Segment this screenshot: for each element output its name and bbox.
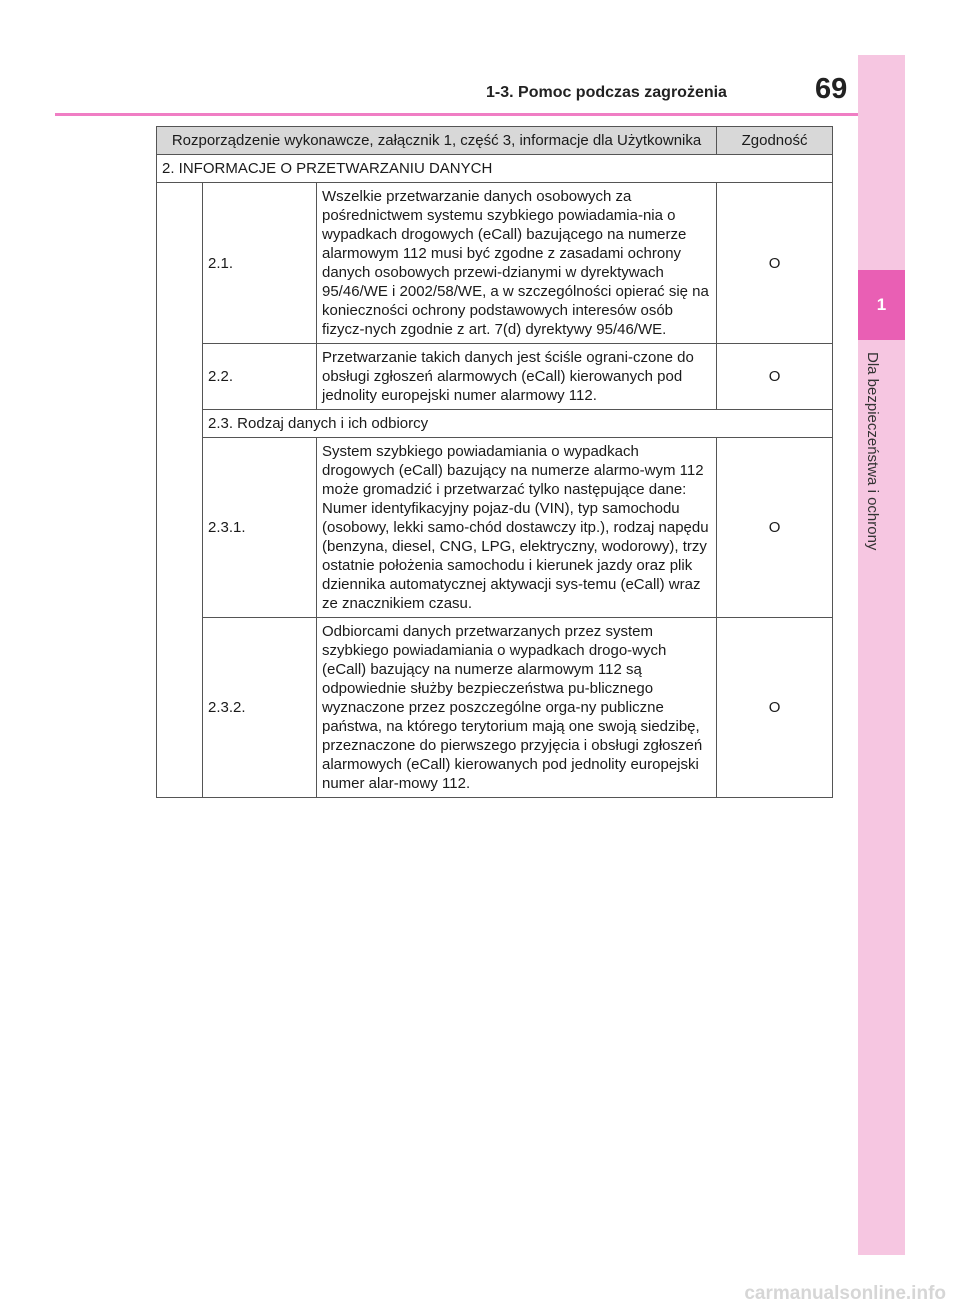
page-header-title: 1-3. Pomoc podczas zagrożenia <box>486 84 727 101</box>
row-id: 2.3.2. <box>203 618 317 798</box>
row-compliance: O <box>717 344 833 410</box>
table-row <box>157 183 833 344</box>
row-id: 2.1. <box>203 183 317 344</box>
chapter-tab-strip <box>858 55 905 1255</box>
header-divider <box>55 113 858 116</box>
row-compliance: O <box>717 438 833 618</box>
indent-cell <box>157 183 203 798</box>
row-text: Wszelkie przetwarzanie danych osobowych za pośrednictwem systemu szybkiego powiadamia-nia o wypadkach drogowych (eCall) bazującego na numerze alarmowym 112 musi być zgodne z zasadami ochrony danych osobowych przewi-dzianymi w dyrektywach 95/46/WE i 2002/58/WE, a w szczególności opierać się na konieczności ochrony podstawowych interesów osób fizycz-nych zgodnie z art. 7(d) dyrektywy 95/46/WE. <box>317 183 717 344</box>
row-id: 2.3.1. <box>203 438 317 618</box>
table-row <box>157 438 833 618</box>
row-id: 2.2. <box>203 344 317 410</box>
table-row <box>157 618 833 798</box>
subsection-title: 2.3. Rodzaj danych i ich odbiorcy <box>203 410 833 438</box>
table-header-row <box>157 127 833 155</box>
chapter-tab-number[interactable]: 1 <box>858 270 905 340</box>
row-text: Przetwarzanie takich danych jest ściśle ograni-czone do obsługi zgłoszeń alarmowych (eCall) kierowanych pod jednolity europejski numer alarmowy 112. <box>317 344 717 410</box>
row-text: Odbiorcami danych przetwarzanych przez system szybkiego powiadamiania o wypadkach drogo-wych (eCall) bazujący na numerze alarmowym 112 są odpowiednie służby bezpieczeństwa pu-blicznego wyznaczone przez poszczególne orga-ny publiczne państwa, na którego terytorium mają one swoją siedzibę, przeznaczone do pierwszego przyjęcia i obsługi zgłoszeń alarmowych (eCall) kierowanych pod jednolity europejski numer alar-mowy 112. <box>317 618 717 798</box>
regulation-table-container <box>156 126 832 798</box>
regulation-table <box>156 126 833 798</box>
header-compliance: Zgodność <box>717 127 833 155</box>
row-compliance: O <box>717 618 833 798</box>
chapter-tab-label: Dla bezpieczeństwa i ochrony <box>864 352 881 551</box>
row-compliance: O <box>717 183 833 344</box>
table-row <box>157 410 833 438</box>
header-regulation: Rozporządzenie wykonawcze, załącznik 1, część 3, informacje dla Użytkownika <box>157 127 717 155</box>
table-row <box>157 344 833 410</box>
page-number: 69 <box>815 73 848 105</box>
row-text: System szybkiego powiadamiania o wypadkach drogowych (eCall) bazujący na numerze alarmo-wym 112 może gromadzić i przetwarzać tylko następujące dane: Numer identyfikacyjny pojaz-du (VIN), typ samochodu (osobowy, lekki samo-chód dostawczy itp.), rodzaj napędu (benzyna, diesel, CNG, LPG, elektryczny, wodorowy), trzy ostatnie położenia samochodu i kierunek jazdy oraz plik dziennika automatycznej aktywacji sys-temu (eCall) wraz ze znacznikiem czasu. <box>317 438 717 618</box>
section-title: 2. INFORMACJE O PRZETWARZANIU DANYCH <box>157 155 833 183</box>
table-row <box>157 155 833 183</box>
watermark: carmanualsonline.info <box>744 1283 946 1304</box>
